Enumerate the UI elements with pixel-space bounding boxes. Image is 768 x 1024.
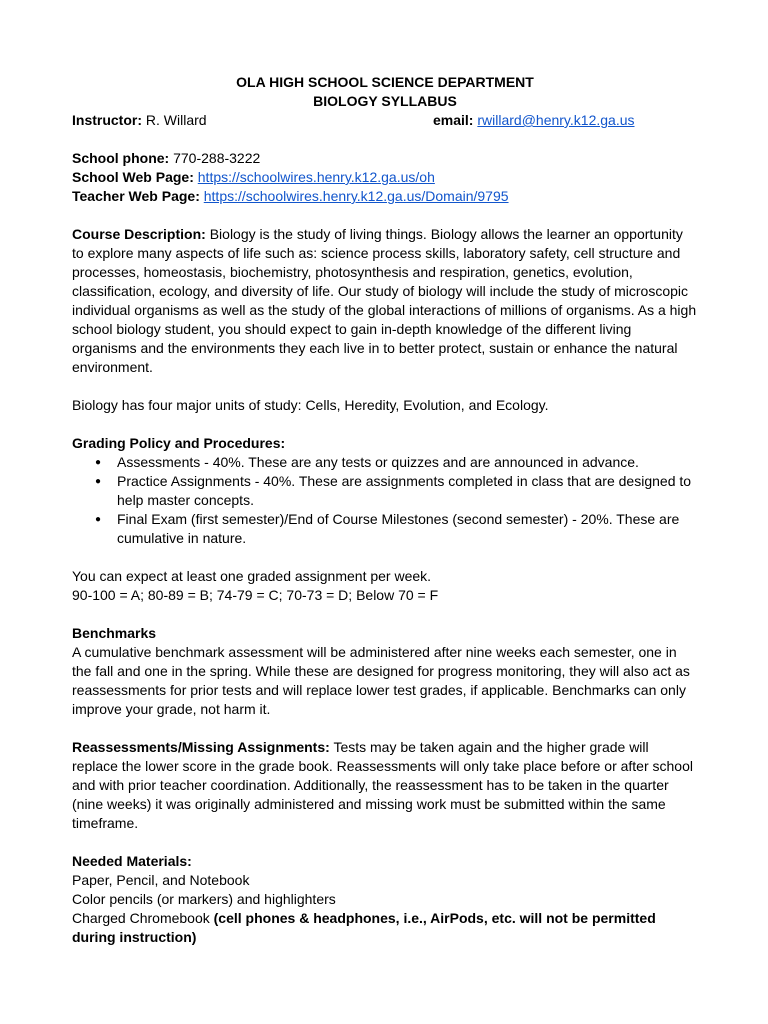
school-web-line: [72, 168, 698, 187]
reassessments-text: Tests may be taken again and the higher grade will replace the lower score in the grade book. Reassessments will only take place before or after school and with prior teacher coordination. Additionally, the reassessment has to be taken in the quarter (nine weeks) it was originally administered and missing work must be submitted within the same timeframe.: [72, 739, 693, 831]
units-text: Biology has four major units of study: Cells, Heredity, Evolution, and Ecology.: [72, 397, 549, 413]
email-group: [433, 111, 635, 130]
materials-heading: Needed Materials:: [72, 853, 192, 869]
grading-item: ● Assessments - 40%. These are any tests or quizzes and are announced in advance.: [117, 453, 698, 472]
grading-scale: 90-100 = A; 80-89 = B; 74-79 = C; 70-73 = D; Below 70 = F: [72, 587, 439, 603]
grading-list: [72, 453, 698, 548]
assignment-frequency: You can expect at least one graded assignment per week.: [72, 568, 432, 584]
materials-item-chromebook: Charged Chromebook (cell phones & headphones, i.e., AirPods, etc. will not be permitted during instruction): [72, 910, 656, 945]
teacher-web-link[interactable]: https://schoolwires.henry.k12.ga.us/Domain/9795: [203, 188, 509, 204]
grading-heading: Grading Policy and Procedures:: [72, 435, 286, 451]
instructor-label: Instructor:: [72, 112, 142, 128]
syllabus-content: [72, 73, 698, 947]
teacher-web-line: [72, 187, 698, 206]
course-description-text: Biology is the study of living things. Biology allows the learner an opportunity to explore many aspects of life such as: science process skills, laboratory safety, cell structure and processes, homeostasis, biochemistry, photosynthesis and respiration, genetics, evolution, classification, ecology, and diversity of life. Our study of biology will include the study of microscopic individual organisms as well as the study of the global interactions of millions of organisms. As a high school biology student, you should expect to gain in-depth knowledge of the different living organisms and the environments they each live in to better protect, sustain or enhance the natural environment.: [72, 226, 697, 375]
phone-label: School phone:: [72, 150, 170, 166]
instructor-name: R. Willard: [145, 112, 207, 128]
email-label: email:: [433, 112, 474, 128]
grading-item: ● Practice Assignments - 40%. These are assignments completed in class that are designed to help master concepts.: [117, 472, 698, 510]
device-policy-note: (cell phones & headphones, i.e., AirPods, etc. will not be permitted during instruction): [72, 910, 656, 945]
school-web-link[interactable]: https://schoolwires.henry.k12.ga.us/oh: [197, 169, 435, 185]
department-heading: OLA HIGH SCHOOL SCIENCE DEPARTMENT: [236, 74, 534, 90]
grading-item: ● Final Exam (first semester)/End of Course Milestones (second semester) - 20%. These are cumulative in nature.: [117, 510, 698, 548]
instructor-row: [72, 111, 698, 130]
reassessments-paragraph: [72, 738, 698, 833]
syllabus-title: BIOLOGY SYLLABUS: [313, 93, 457, 109]
email-link[interactable]: rwillard@henry.k12.ga.us: [477, 112, 635, 128]
reassessments-label: Reassessments/Missing Assignments:: [72, 739, 330, 755]
teacher-web-label: Teacher Web Page:: [72, 188, 200, 204]
benchmarks-heading: Benchmarks: [72, 625, 157, 641]
phone-line: [72, 149, 698, 168]
school-web-label: School Web Page:: [72, 169, 194, 185]
materials-item: Paper, Pencil, and Notebook: [72, 872, 250, 888]
materials-item: Color pencils (or markers) and highlighters: [72, 891, 336, 907]
course-description-label: Course Description:: [72, 226, 206, 242]
phone-number: 770-288-3222: [173, 150, 261, 166]
benchmarks-text: A cumulative benchmark assessment will be administered after nine weeks each semester, one in the fall and one in the spring. While these are designed for progress monitoring, they will also act as reassessments for prior tests and will replace lower test grades, if applicable. Benchmarks can only improve your grade, not harm it.: [72, 644, 690, 717]
course-description: [72, 225, 698, 377]
